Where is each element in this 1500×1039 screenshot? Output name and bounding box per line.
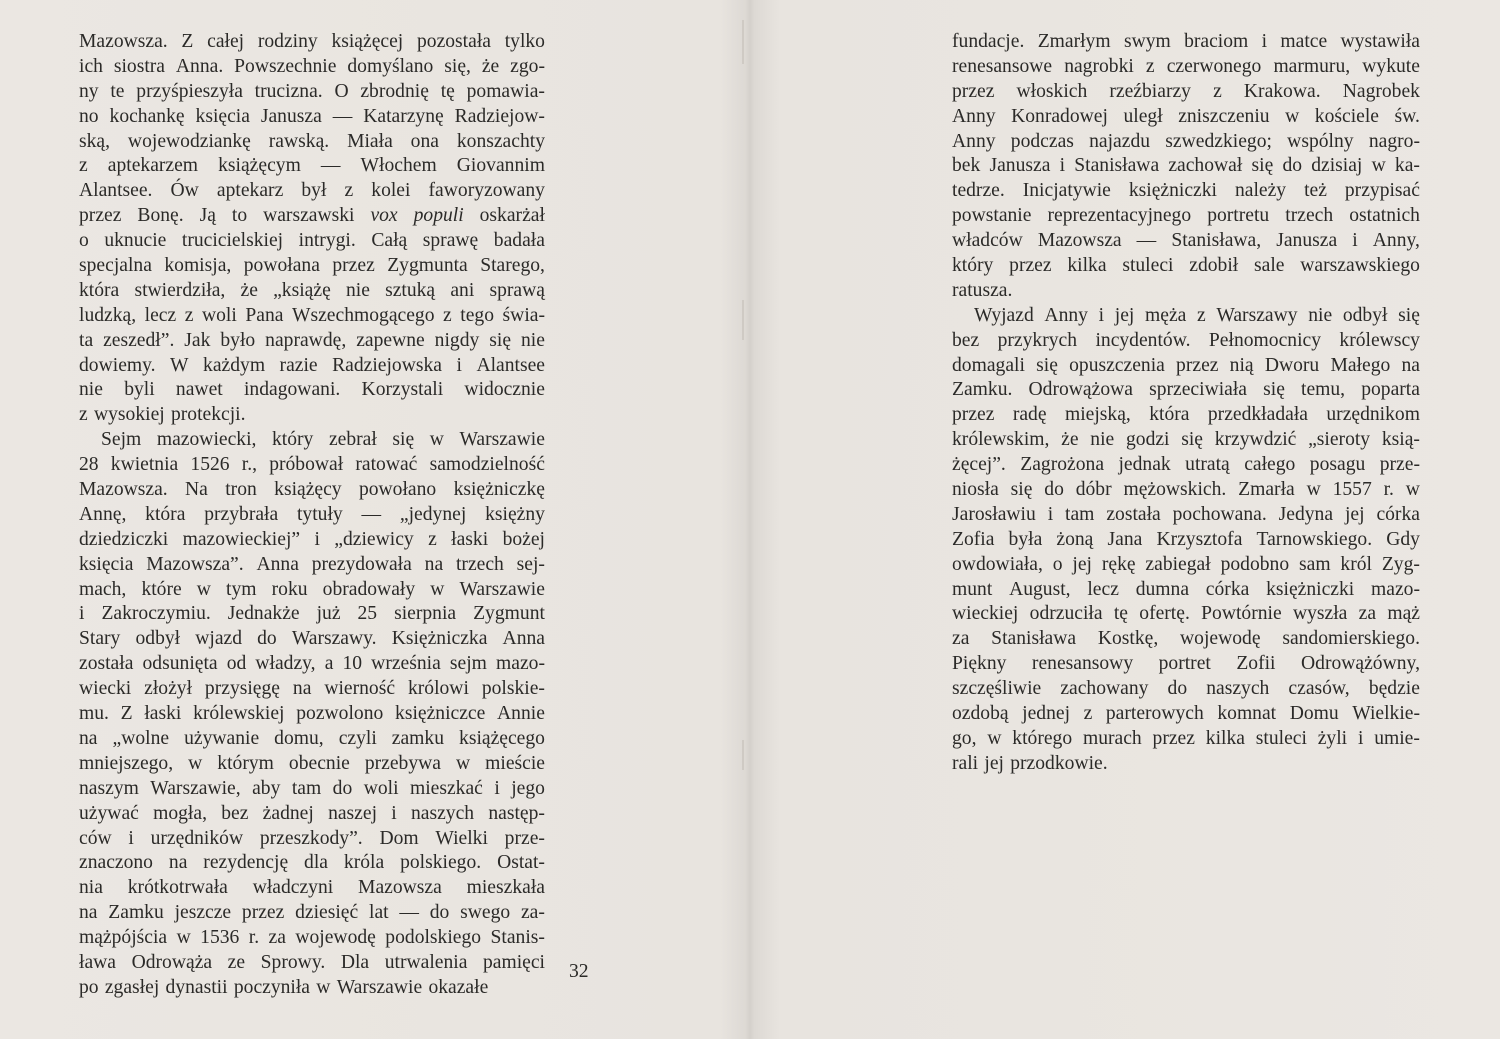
text-line: mążpójścia w 1536 r. za wojewodę podolskiego Stanis- (79, 927, 545, 949)
text-line: szczęśliwie zachowany do naszych czasów, będzie (952, 678, 1420, 700)
text-line: Stary odbył wjazd do Warszawy. Księżniczka Anna (79, 628, 545, 650)
text-line: dowiemy. W każdym razie Radziejowska i Alantsee (79, 354, 545, 376)
text-line: Wyjazd Anny i jej męża z Warszawy nie odbył się (974, 304, 1420, 326)
text-line: Sejm mazowiecki, który zebrał się w Warszawie (101, 429, 545, 451)
text-line: który przez kilka stuleci zdobił sale warszawskiego (952, 255, 1420, 277)
text-line: ców i urzędników przeszkody”. Dom Wielki prze- (79, 827, 545, 849)
text-line: Anny podczas najazdu szwedzkiego; wspólny nagro- (952, 130, 1420, 152)
text-line: 28 kwietnia 1526 r., próbował ratować samodzielność (79, 454, 545, 476)
text-line: ludzką, lecz z woli Pana Wszechmogącego z tego świa- (79, 304, 545, 326)
text-line: z wysokiej protekcji. (79, 404, 246, 426)
text-line: renesansowe nagrobki z czerwonego marmuru, wykute (952, 55, 1420, 77)
text-line: nia krótkotrwała władczyni Mazowsza mieszkała (79, 877, 545, 899)
gutter-mark (742, 740, 744, 770)
text-line: nie byli nawet indagowani. Korzystali widocznie (79, 379, 545, 401)
text-line: bez przykrych incydentów. Pełnomocnicy królewscy (952, 329, 1420, 351)
text-line: specjalna komisja, powołana przez Zygmunta Starego, (79, 255, 545, 277)
text-line: ratusza. (952, 279, 1013, 301)
text-line: ich siostra Anna. Powszechnie domyślano się, że zgo- (79, 55, 545, 77)
text-line: go, w którego murach przez kilka stuleci żyli i umie- (952, 727, 1420, 749)
text-line: Zofia była żoną Jana Krzysztofa Tarnowskiego. Gdy (952, 528, 1420, 550)
text-line: Anny Konradowej uległ zniszczeniu w kościele św. (952, 105, 1420, 127)
paragraph (79, 30, 545, 428)
text-line: ta zeszedł”. Jak było naprawdę, zapewne nigdy się nie (79, 329, 545, 351)
text-line: ława Odrowąża ze Sprowy. Dla utrwalenia pamięci (79, 951, 545, 973)
page-number: 32 (569, 961, 589, 982)
text-line: o uknucie trucicielskiej intrygi. Całą sprawę badała (79, 230, 545, 252)
text-line: naszym Warszawie, aby tam do woli mieszkać i jego (79, 777, 545, 799)
text-line: rali jej przodkowie. (952, 752, 1108, 774)
paragraph (952, 304, 1420, 777)
text-line: Mazowsza. Na tron książęcy powołano księżniczkę (79, 479, 545, 501)
text-line: ską, wojewodziankę rawską. Miała ona konszachty (79, 130, 545, 152)
gutter-mark (742, 300, 744, 340)
text-line: no kochankę księcia Janusza — Katarzynę Radziejow- (79, 105, 545, 127)
text-line: Zamku. Odrowążowa sprzeciwiała się temu, poparta (952, 379, 1420, 401)
text-line: niosła się do dóbr mężowskich. Zmarła w 1557 r. w (952, 479, 1420, 501)
text-line: domagali się opuszczenia przez nią Dworu Małego na (952, 354, 1420, 376)
text-line: mach, które w tym roku obradowały w Warszawie (79, 578, 545, 600)
text-line: Mazowsza. Z całej rodziny książęcej pozostała tylko (79, 31, 545, 52)
gutter-mark (742, 20, 744, 64)
text-line: Annę, która przybrała tytuły — „jedynej księżny (79, 503, 545, 525)
text-line: używać mogła, bez żadnej naszej i naszych następ- (79, 802, 545, 824)
text-line: na Zamku jeszcze przez dziesięć lat — do swego za- (79, 902, 545, 924)
text-line: ozdobą jednej z parterowych komnat Domu Wielkie- (952, 703, 1420, 725)
text-line: z aptekarzem książęcym — Włochem Giovannim (79, 155, 545, 177)
text-line: wiecki złożył przysięgę na wierność królowi polskie- (79, 678, 545, 700)
paragraph (952, 30, 1420, 304)
text-line: tedrze. Inicjatywie księżniczki należy też przypisać (952, 180, 1420, 202)
text-line: królewskim, że nie godzi się krzywdzić „sieroty ksią- (952, 429, 1420, 451)
text-line: ny te przyśpieszyła trucizna. O zbrodnię tę pomawia- (79, 80, 545, 102)
text-line: Piękny renesansowy portret Zofii Odrowążówny, (952, 653, 1420, 675)
text-line: i Zakroczymiu. Jednakże już 25 sierpnia Zygmunt (79, 603, 545, 625)
text-line: bek Janusza i Stanisława zachował się do dzisiaj w ka- (952, 155, 1420, 177)
text-line: dziedziczki mazowieckiej” i „dziewicy z łaski bożej (79, 528, 545, 550)
text-line: została odsunięta od władzy, a 10 września sejm mazo- (79, 653, 545, 675)
text-line: fundacje. Zmarłym swym braciom i matce wystawiła (952, 31, 1420, 52)
right-page-text (952, 30, 1420, 777)
text-line: za Stanisława Kostkę, wojewodę sandomierskiego. (952, 628, 1420, 650)
text-line: przez Bonę. Ją to warszawski vox populi oskarżał (79, 205, 545, 227)
left-page-text (79, 30, 545, 1001)
text-line: znaczono na rezydencję dla króla polskiego. Ostat- (79, 852, 545, 874)
text-line: owdowiała, o jej rękę zabiegał podobno sam król Zyg- (952, 553, 1420, 575)
text-line: przez radę miejską, która przedkładała urzędnikom (952, 404, 1420, 426)
text-line: mu. Z łaski królewskiej pozwolono księżniczce Annie (79, 703, 545, 725)
text-line: na „wolne używanie domu, czyli zamku książęcego (79, 727, 545, 749)
text-line: Alantsee. Ów aptekarz był z kolei faworyzowany (79, 180, 545, 202)
text-line: księcia Mazowsza”. Anna prezydowała na trzech sej- (79, 553, 545, 575)
text-line: powstanie reprezentacyjnego portretu trzech ostatnich (952, 205, 1420, 227)
text-line: przez włoskich rzeźbiarzy z Krakowa. Nagrobek (952, 80, 1420, 102)
text-line: żęcej”. Zagrożona jednak utratą całego posagu prze- (952, 454, 1420, 476)
text-line: munt August, lecz dumna córka księżniczki mazo- (952, 578, 1420, 600)
text-line: po zgasłej dynastii poczyniła w Warszawie okazałe (79, 976, 489, 998)
text-line: władców Mazowsza — Stanisława, Janusza i Anny, (952, 230, 1420, 252)
text-line: mniejszego, w którym obecnie przebywa w mieście (79, 752, 545, 774)
paragraph (79, 428, 545, 1000)
text-line: która stwierdziła, że „książę nie sztuką ani sprawą (79, 279, 545, 301)
text-line: wieckiej odrzuciła tę ofertę. Powtórnie wyszła za mąż (952, 603, 1420, 625)
text-line: Jarosławiu i tam została pochowana. Jedyna jej córka (952, 503, 1420, 525)
